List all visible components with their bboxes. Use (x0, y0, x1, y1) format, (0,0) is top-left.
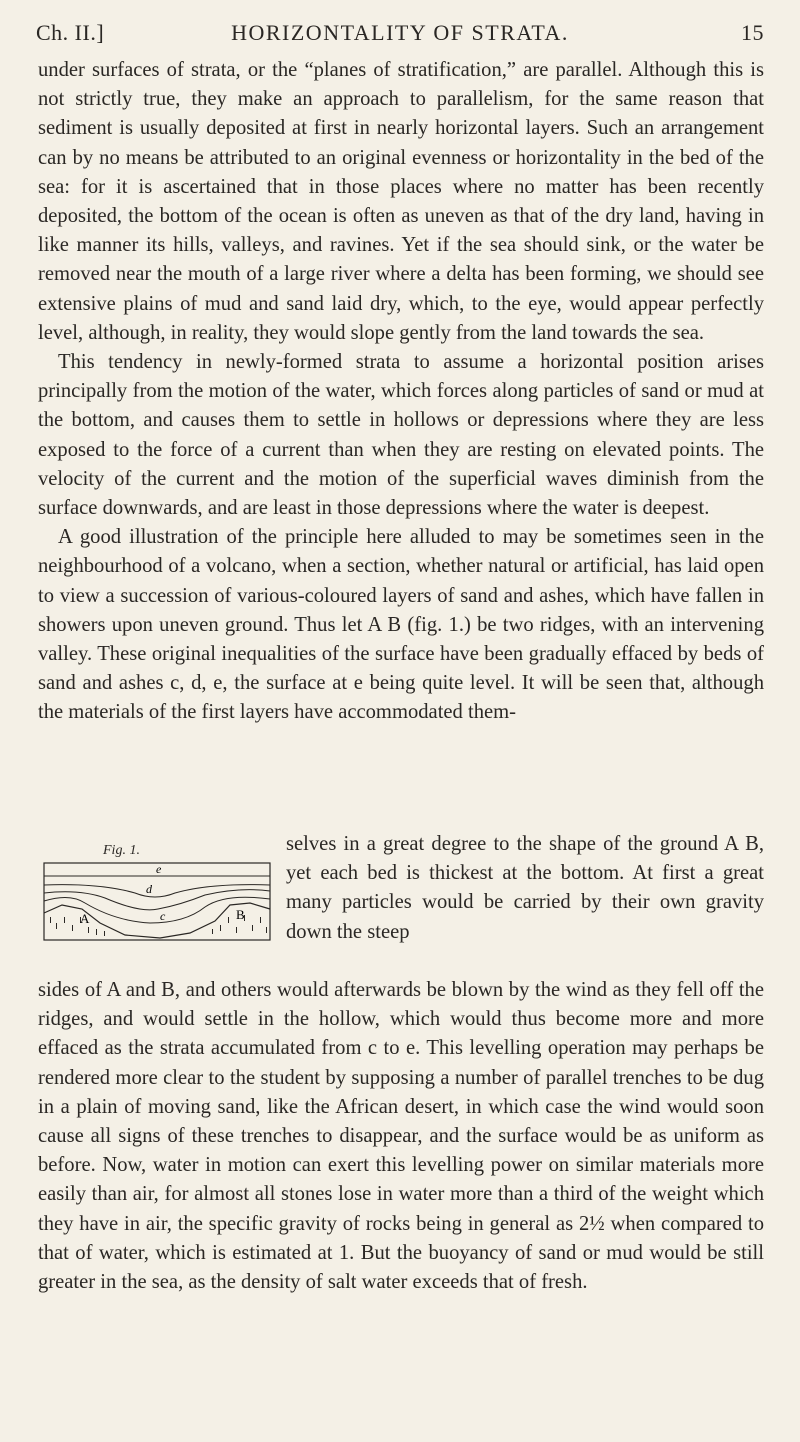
paragraph-1: under surfaces of strata, or the “planes of stratification,” are parallel. Although this is not strictly true, they make an approach to parallelism, for the same reason that sediment is usually deposited at first in nearly horizontal layers. Such an arrangement can by no means be attributed to an original evenness or horizontality in the bed of the sea: for it is ascertained that in those places where no matter has been recently deposited, the bottom of the ocean is often as uneven as that of the dry land, having in like manner its hills, valleys, and ravines. Yet if the sea should sink, or the water be removed near the mouth of a large river where a delta has been forming, we should see extensive plains of mud and sand laid dry, which, to the eye, would appear perfectly level, although, in reality, they would slope gently from the land towards the sea. (38, 59, 764, 344)
body-text-top (38, 56, 764, 728)
figure-caption: Fig. 1. (103, 843, 140, 858)
strata-diagram (40, 843, 275, 943)
body-text-bottom (38, 976, 764, 1297)
paragraph-3c: sides of A and B, and others would afterwards be blown by the wind as they fell off the ridges, and would settle in the hollow, which would thus become more and more effaced as the strata accumulated from c to e. This levelling operation may perhaps be rendered more clear to the student by supposing a number of parallel trenches to be dug in a plain of moving sand, like the African desert, in which case the wind would soon cause all signs of these trenches to disappear, and the surface would be as uniform as before. Now, water in motion can exert this levelling power on similar materials more easily than air, for almost all stones lose in water more than a third of the weight which they have in air, the specific gravity of rocks being in general as 2½ when compared to that of water, which is estimated at 1. But the buoyancy of sand or mud would be still greater in the sea, as the density of salt water exceeds that of fresh. (38, 979, 764, 1294)
paragraph-3b: selves in a great degree to the shape of the ground A B, yet each bed is thickest at the bottom. At first a great many particles would be carried by their own gravity down the steep (286, 833, 764, 943)
page-number: 15 (741, 20, 764, 45)
figure-1 (40, 843, 275, 943)
label-e: e (156, 862, 162, 876)
label-a: A (80, 911, 90, 926)
label-d: d (146, 882, 152, 896)
layer-d-line (44, 885, 270, 897)
chapter-label: Ch. II.] (36, 20, 105, 45)
label-c: c (160, 909, 166, 923)
paragraph-3a: A good illustration of the principle here alluded to may be sometimes seen in the neighbourhood of a volcano, when a section, whether natural or artificial, has laid open to view a succession of various-coloured layers of sand and ashes, which have fallen in showers upon uneven ground. Thus let A B (fig. 1.) be two ridges, with an intervening valley. These original inequalities of the surface have been gradually effaced by beds of sand and ashes c, d, e, the surface at e being quite level. It will be seen that, although the materials of the first layers have accommodated them- (38, 526, 764, 724)
running-header (36, 12, 764, 52)
page-title: HORIZONTALITY OF STRATA. (231, 20, 569, 45)
text-beside-figure (286, 830, 764, 947)
label-b: B (236, 907, 245, 922)
paragraph-2: This tendency in newly-formed strata to assume a horizontal position arises principally from the motion of the water, which forces along particles of sand or mud at the bottom, and causes them to settle in hollows or depressions where they are less exposed to the force of a current than when they are resting on elevated points. The velocity of the current and the motion of the superficial waves diminish from the surface downwards, and are least in those depressions where the water is deepest. (38, 351, 764, 520)
